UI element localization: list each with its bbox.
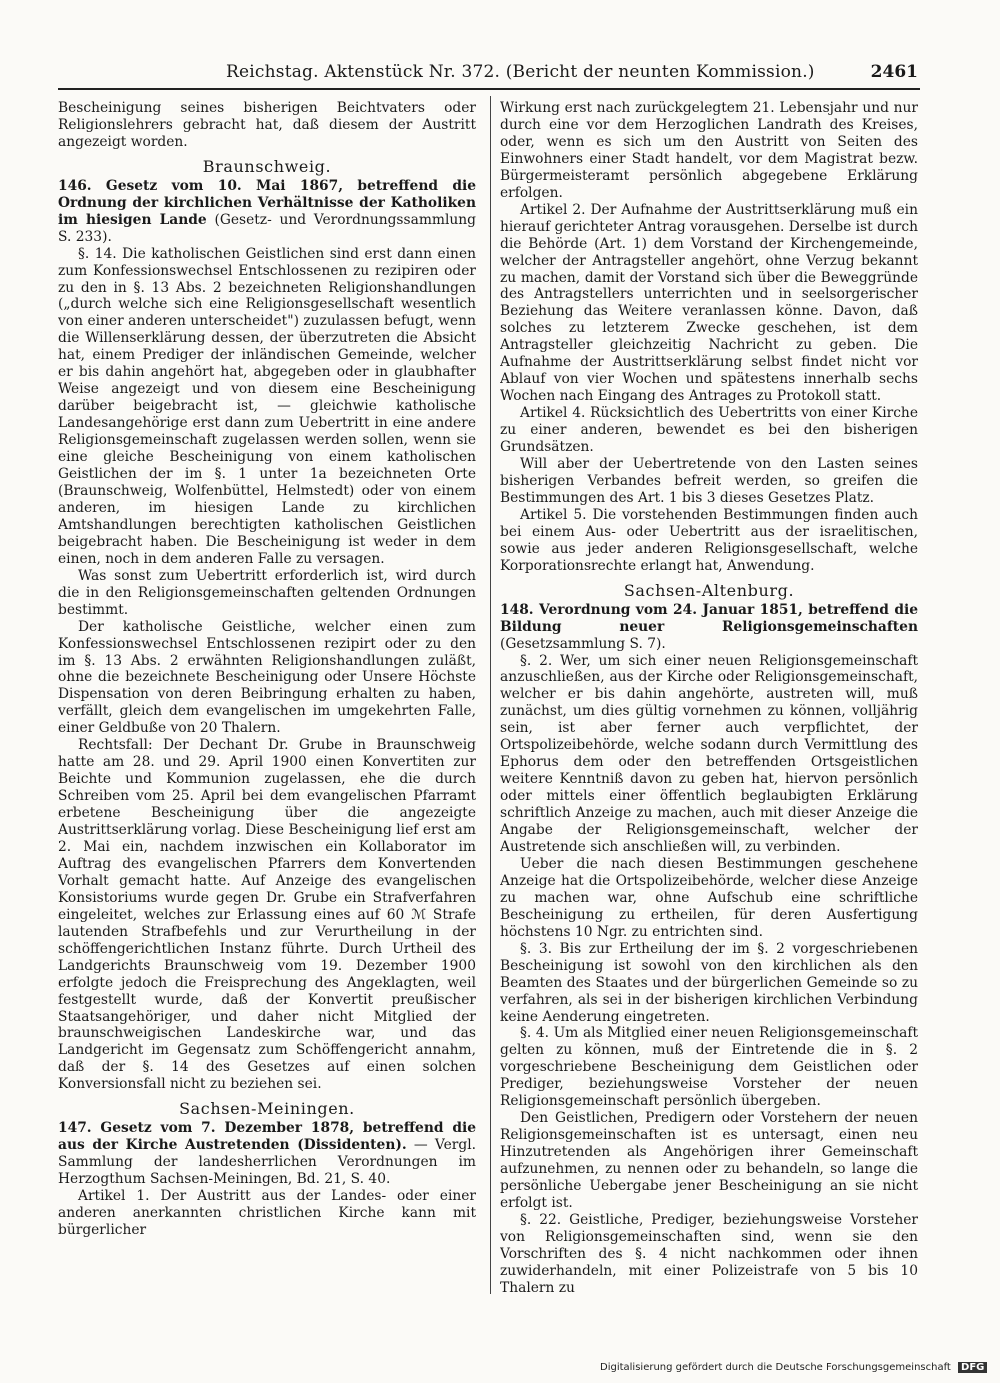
paragraph: Der katholische Geistliche, welcher einen zum Konfessionswechsel Entschlossenen rezipirt oder zu den im §. 13 Abs. 2 erwähnten Religionshandlungen zuläßt, ohne die bezeichnete Bescheinigung oder Unsere Höchste Dispensation von deren Beibringung erhalten zu haben, verfällt, gleich dem evangelischen im umgekehrten Falle, einer Geldbuße von 20 Thalern. bbox=[58, 618, 476, 737]
paragraph: §. 3. Bis zur Ertheilung der im §. 2 vorgeschriebenen Bescheinigung ist sowohl von den kirchlichen als den Beamten des Staates und der bürgerlichen Gemeinde so zu verfahren, als sei in der bisherigen kirchlichen Verbindung keine Aenderung eingetreten. bbox=[500, 940, 918, 1025]
paragraph: §. 14. Die katholischen Geistlichen sind erst dann einen zum Konfessionswechsel Entschlossenen zu rezipiren oder zu den in §. 13 Abs. 2 bezeichneten Religionshandlungen („durch welche sich eine Religionsgesellschaft wesentlich von einer anderen unterscheidet") zuzulassen befugt, wenn die Willenserklärung dessen, der überzutreten die Absicht hat, einem Prediger der inländischen Gemeinde, welcher er bis dahin angehört hat, abgegeben oder in glaubhafter Weise angezeigt und von diesem eine Bescheinigung darüber beigebracht ist, — gleichwie katholische Landesangehörige erst dann zum Uebertritt in eine andere Religionsgemeinschaft zugelassen werden sollen, wenn sie eine gleiche Bescheinigung von einem katholischen Geistlichen der im §. 1 unter 1a bezeichneten Orte (Braunschweig, Wolfenbüttel, Helmstedt) oder von einem anderen, im hiesigen Lande zu kirchlichen Amtshandlungen berechtigten katholischen Geistlichen beigebracht haben. Die Bescheinigung ist weder in dem einen, noch in dem anderen Falle zu versagen. bbox=[58, 245, 476, 567]
paragraph: Artikel 4. Rücksichtlich des Uebertritts von einer Kirche zu einer anderen, bewendet es bei den bisherigen Grundsätzen. bbox=[500, 405, 918, 456]
section-heading: Braunschweig. bbox=[202, 156, 332, 176]
header-rule bbox=[58, 88, 920, 90]
law-title: 147. Gesetz vom 7. Dezember 1878, betreffend die aus der Kirche Austretenden (Dissidenten). bbox=[58, 1120, 476, 1154]
page-header bbox=[58, 62, 918, 88]
paragraph: Rechtsfall: Der Dechant Dr. Grube in Braunschweig hatte am 28. und 29. April 1900 einen Konvertiten zur Beichte und Kommunion zugelassen, ehe die durch Schreiben vom 25. April bei dem evangelischen Pfarramt erbetene Bescheinigung über die angezeigte Austrittserklärung vorlag. Diese Bescheinigung lief erst am 2. Mai ein, nachdem inzwischen ein Kollaborator im Auftrag des evangelischen Pfarrers dem Konvertenden Vorhalt gemacht hatte. Auf Anzeige des evangelischen Konsistoriums wurde gegen Dr. Grube ein Strafverfahren eingeleitet, welches zur Erlassung eines auf 60 ℳ Strafe lautenden Strafbefehls und zur Verurtheilung in der schöffengerichtlichen Instanz führte. Durch Urtheil des Landgerichts Braunschweig vom 19. Dezember 1900 erfolgte jedoch die Freisprechung des Angeklagten, weil festgestellt wurde, daß der Konvertit preußischer Staatsangehöriger, und daher nicht Mitglied der braunschweigischen Landeskirche war, und das Landgericht im Gegensatz zum Schöffengericht annahm, daß der §. 14 des Gesetzes auf einen solchen Konversionsfall nicht zu beziehen sei. bbox=[58, 737, 476, 1093]
law-source: (Gesetz- und Verordnungssammlung S. 233). bbox=[58, 211, 476, 245]
paragraph: Artikel 2. Der Aufnahme der Austrittserklärung muß ein hierauf gerichteter Antrag vorausgehen. Derselbe ist durch die Behörde (Art. 1) dem Vorstand der Kirchengemeinde, welcher der Antragsteller angehört, ohne Verzug bekannt zu machen, damit der Vorstand sich über die Beweggründe des Antragstellers unterrichten und in seelsorgerischer Beziehung das Weitere veranlassen könne. Davon, daß solches zu letzterem Zwecke geschehen, ist dem Antragsteller gleichzeitig Nachricht zu geben. Die Aufnahme der Austrittserklärung selbst findet nicht vor Ablauf von vier Wochen und spätestens innerhalb sechs Wochen nach Eingang des Antrages zu Protokoll statt. bbox=[500, 201, 918, 405]
paragraph: Wirkung erst nach zurückgelegtem 21. Lebensjahr und nur durch eine vor dem Herzoglichen Landrath des Kreises, oder, wenn es sich um den Austritt von Seiten des Einwohners einer Stadt handelt, vor dem Magistrat bezw. Bürgermeisteramt persönlich abgegebene Erklärung erfolgen. bbox=[500, 100, 918, 201]
law-source: (Gesetzsammlung S. 7). bbox=[500, 635, 666, 652]
paragraph: Will aber der Uebertretende von den Lasten seines bisherigen Verbandes befreit werden, so greifen die Bestimmungen des Art. 1 bis 3 dieses Gesetzes Platz. bbox=[500, 456, 918, 506]
column-divider bbox=[490, 96, 491, 1294]
running-title: Reichstag. Aktenstück Nr. 372. (Bericht der neunten Kommission.) bbox=[226, 62, 815, 82]
paragraph: Was sonst zum Uebertritt erforderlich ist, wird durch die in den Religionsgemeinschaften geltenden Ordnungen bestimmt. bbox=[58, 567, 476, 618]
section-heading: Sachsen-Altenburg. bbox=[623, 580, 795, 600]
right-column bbox=[500, 100, 918, 1295]
section-heading: Sachsen-Meiningen. bbox=[179, 1099, 355, 1119]
paragraph: §. 22. Geistliche, Prediger, beziehungsweise Vorsteher von Religionsgemeinschaften sind, wenn sie den Vorschriften des §. 4 nicht nachkommen oder ihnen zuwiderhandeln, mit einer Polizeistrafe von 5 bis 10 Thalern zu bbox=[500, 1211, 918, 1295]
law-title: 148. Verordnung vom 24. Januar 1851, betreffend die Bildung neuer Religionsgemeinschaften bbox=[500, 601, 918, 635]
paragraph: Bescheinigung seines bisherigen Beichtvaters oder Religionslehrers gebracht hat, daß diesem der Austritt angezeigt worden. bbox=[58, 100, 476, 150]
law-entry bbox=[58, 1120, 476, 1188]
paragraph: Artikel 1. Der Austritt aus der Landes- oder einer anderen anerkannten christlichen Kirche kann mit bürgerlicher bbox=[58, 1188, 476, 1238]
left-column bbox=[58, 100, 476, 1295]
law-entry bbox=[500, 602, 918, 653]
paragraph: §. 2. Wer, um sich einer neuen Religionsgemeinschaft anzuschließen, aus der Kirche oder Religionsgemeinschaft, welcher er bis dahin angehörte, austreten will, muß zunächst, um dies gültig vornehmen zu können, volljährig sein, ist aber ferner auch verpflichtet, der Ortspolizeibehörde, welche sodann durch Vermittlung des Ephorus dem oder den betreffenden Ortsgeistlichen weitere Kenntniß davon zu geben hat, hiervon persönlich oder mittels einer öffentlich beglaubigten Erklärung schriftlich Anzeige zu machen, auch mit dieser Anzeige die Angabe der Religionsgemeinschaft, welcher der Austretende sich anschließen will, zu verbinden. bbox=[500, 652, 918, 855]
dfg-logo: DFG bbox=[958, 1362, 987, 1373]
page-number: 2461 bbox=[870, 62, 918, 82]
paragraph: Ueber die nach diesen Bestimmungen geschehene Anzeige hat die Ortspolizeibehörde, welcher diese Anzeige zu machen war, ohne Aufschub eine schriftliche Bescheinigung zu ertheilen, für deren Ausfertigung höchstens 10 Ngr. zu entrichten sind. bbox=[500, 855, 918, 940]
law-entry bbox=[58, 178, 476, 246]
footer-credit: Digitalisierung gefördert durch die Deutsche Forschungsgemeinschaft bbox=[600, 1362, 951, 1373]
paragraph: §. 4. Um als Mitglied einer neuen Religionsgemeinschaft gelten zu können, muß der Eintretende die in §. 2 vorgeschriebene Bescheinigung dem Geistlichen oder Prediger, beziehungsweise Vorsteher der neuen Religionsgemeinschaft persönlich übergeben. bbox=[500, 1025, 918, 1110]
paragraph: Artikel 5. Die vorstehenden Bestimmungen finden auch bei einem Aus- oder Uebertritt aus der israelitischen, sowie aus jeder anderen Religionsgesellschaft, welche Korporationsrechte erlangt hat, Anwendung. bbox=[500, 506, 918, 574]
law-title: 146. Gesetz vom 10. Mai 1867, betreffend die Ordnung der kirchlichen Verhältnisse der Katholiken im hiesigen Lande bbox=[58, 177, 476, 228]
paragraph: Den Geistlichen, Predigern oder Vorstehern der neuen Religionsgemeinschaften ist es untersagt, einen neu Hinzutretenden als Angehörigen ihrer Gemeinschaft aufzunehmen, zu nennen oder zu behandeln, so lange die persönliche Uebergabe jener Bescheinigung an sie nicht erfolgt ist. bbox=[500, 1110, 918, 1211]
footer bbox=[600, 1362, 987, 1373]
law-source: — Vergl. Sammlung der landesherrlichen Verordnungen im Herzogthum Sachsen-Meiningen, Bd. 21, S. 40. bbox=[58, 1137, 476, 1188]
